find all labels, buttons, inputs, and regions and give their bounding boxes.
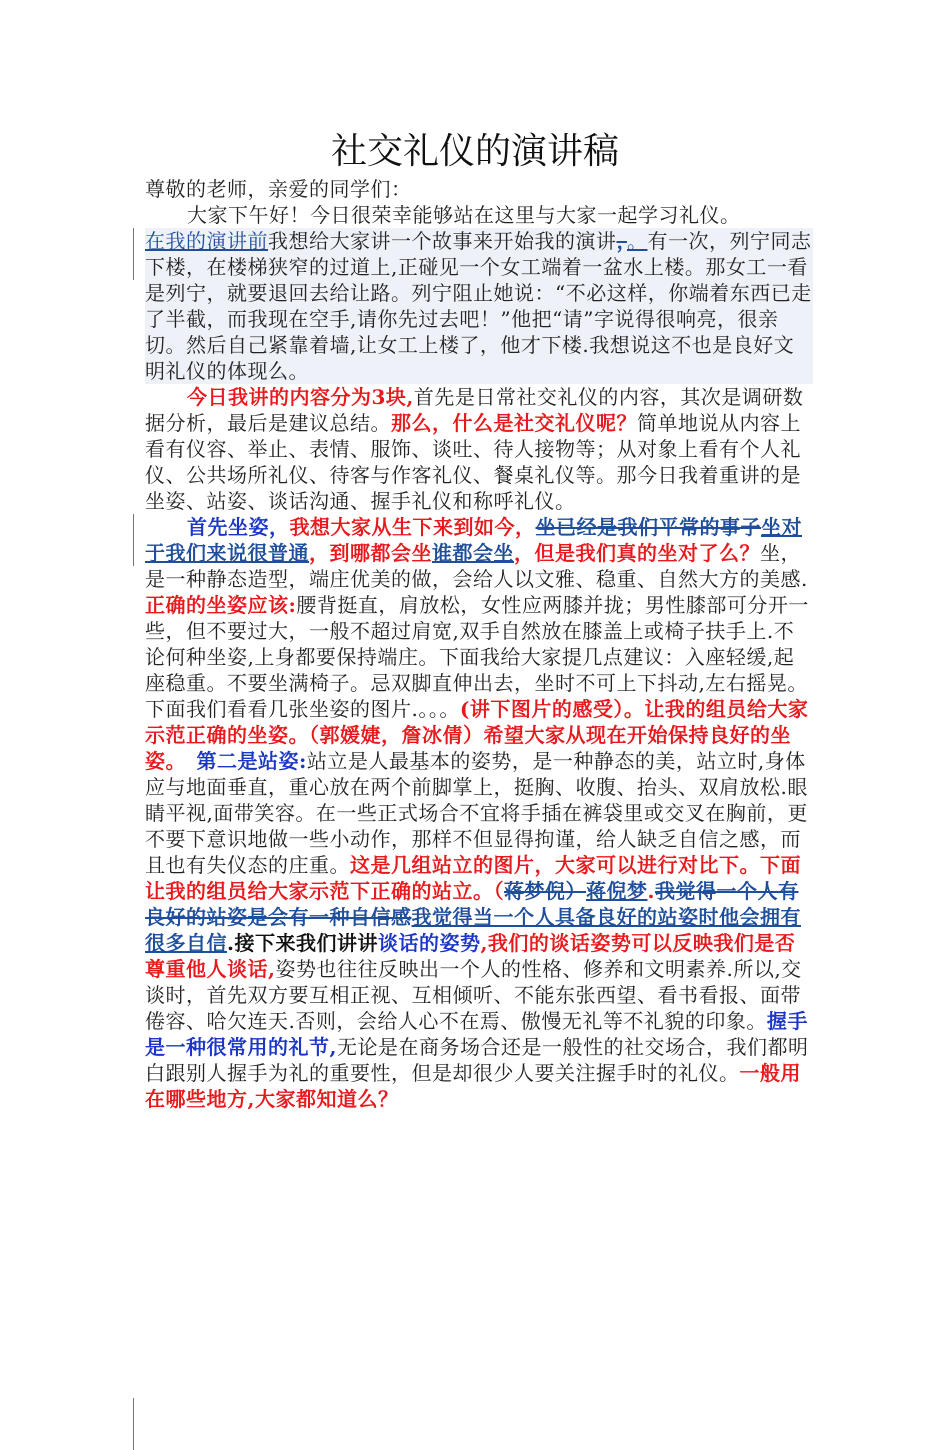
- bold-text: .接下来我们讲讲: [227, 931, 378, 955]
- change-bar: [133, 514, 134, 566]
- highlight-text: 我想大家从生下来到如今，: [289, 515, 536, 539]
- story-paragraph: [145, 228, 813, 384]
- body-text: 首先是日常社交礼仪的内容，其次是调研数据分析，最后是建议总结。: [145, 385, 804, 435]
- change-bar: [133, 1398, 134, 1450]
- tracked-insertion: 。: [627, 229, 648, 253]
- body-text: 简单地说从内容上看有仪容、举止、表情、服饰、谈吐、待人接物等；从对象上看有个人礼仪、公共场所礼仪、待客与作客礼仪、餐桌礼仪等。那今日我着重讲的是坐姿、站姿、谈话沟通、握手礼仪和称呼礼仪。: [145, 411, 801, 513]
- highlight-question: ，但是我们真的坐对了么？: [514, 541, 760, 565]
- body-text: 坐，是一种静态造型，端庄优美的做，会给人以文雅、稳重、自然大方的美感.: [145, 541, 808, 591]
- tracked-deletion: 我觉得一个人有良好的站姿是会有一种自信感: [145, 879, 799, 929]
- story-text: 有一次，列宁同志下楼，在楼梯狭窄的过道上,正碰见一个女工端着一盆水上楼。那女工一看是列宁，就要退回去给让路。列宁阻止她说：“不必这样，你端着东西已走了半截，而我现在空手,请你先过去吧！”他把“请”字说得很响亮，很亲切。然后自己紧靠着墙,让女工上楼了，他才下楼.我想说这不也是良好文明礼仪的体现么。: [145, 229, 812, 383]
- tracked-insertion: 蒋倪梦: [586, 879, 648, 903]
- sitting-intro-paragraph: [145, 514, 813, 592]
- highlight-text: 今日我讲的内容分为3块,: [187, 385, 414, 409]
- tracked-deletion: 蒋梦倪）: [504, 879, 586, 903]
- body-text: 腰背挺直，肩放松，女性应两膝并拢；男性膝部可分开一些，但不要过大，一般不超过肩宽,双手自然放在膝盖上或椅子扶手上.不论何种坐姿,上身都要保持端庄。下面我给大家提几点建议：入座轻缓,起座稳重。不要坐满椅子。忌双脚直伸出去，坐时不可上下抖动,左右摇晃。下面我们看看几张坐姿的图片.。。。: [145, 593, 809, 721]
- spacer: [176, 749, 197, 773]
- page-title: 社交礼仪的演讲稿: [330, 131, 619, 172]
- tracked-insertion: 在我的演讲前: [145, 229, 268, 253]
- document-body: [145, 176, 813, 1112]
- section-heading-sitting: 首先坐姿，: [187, 515, 290, 539]
- highlight-text: ,我们的谈话姿势可以反映我们是否尊重他人谈话,: [145, 931, 796, 981]
- highlight-text: (讲下图片的感受）。让我的组员给大家示范正确的坐姿。（郭媛婕，詹冰倩）希望大家从现在开始保持良好的坐姿。: [145, 697, 809, 773]
- greeting: 尊敬的老师，亲爱的同学们：: [145, 177, 412, 201]
- highlight-text: .: [647, 879, 655, 903]
- section-heading-talking: 谈话的姿势: [377, 931, 481, 955]
- tracked-deletion: 坐已经是我们平常的事子: [535, 515, 761, 539]
- posture-details-paragraph: [145, 592, 813, 1112]
- story-text: 我想给大家讲一个故事来开始我的演讲: [268, 229, 617, 253]
- body-text: 站立是人最基本的姿势，是一种静态的美，站立时,身体应与地面垂直，重心放在两个前脚掌上，挺胸、收腹、抬头、双肩放松.眼睛平视,面带笑容。在一些正式场合不宜将手插在裤袋里或交叉在胸前，更不要下意识地做一些小动作，那样不但显得拘谨，给人缺乏自信之感，而且也有失仪态的庄重。: [145, 749, 808, 877]
- highlight-text: 这是几组站立的图片，大家可以进行对比下。下面让我的组员给大家示范下正确的站立。（: [145, 853, 801, 903]
- tracked-insertion: 我觉得当一个人具备良好的站姿时他会拥有很多自信: [145, 905, 801, 955]
- tracked-insertion: 坐对于我们来说很普通: [145, 515, 802, 565]
- body-text: 姿势也往往反映出一个人的性格、修养和文明素养.所以,交谈时，首先双方要互相正视、互相倾听、不能东张西望、看书看报、面带倦容、哈欠连天.否则，会给人心不在焉、傲慢无礼等不礼貌的印象。: [145, 957, 802, 1033]
- section-heading-handshake: 握手是一种很常用的礼节,: [145, 1009, 808, 1059]
- change-bar: [133, 228, 134, 280]
- highlight-text: ，到哪都会坐: [309, 541, 432, 565]
- tracked-insertion: 谁都会坐: [432, 541, 514, 565]
- highlight-question: 那么，什么是社交礼仪呢？: [391, 411, 637, 435]
- highlight-question: 一般用在哪些地方,大家都知道么？: [145, 1061, 801, 1111]
- section-heading-standing: 第二是站姿:: [196, 749, 307, 773]
- content-overview-paragraph: [145, 384, 813, 514]
- highlight-text: 正确的坐姿应该:: [145, 593, 297, 617]
- tracked-deletion: ，: [616, 229, 627, 253]
- body-text: 无论是在商务场合还是一般性的社交场合，我们都明白跟别人握手为礼的重要性，但是却很少人要关注握手时的礼仪。: [145, 1035, 809, 1085]
- opening-paragraph: 大家下午好！今日很荣幸能够站在这里与大家一起学习礼仪。: [187, 203, 741, 227]
